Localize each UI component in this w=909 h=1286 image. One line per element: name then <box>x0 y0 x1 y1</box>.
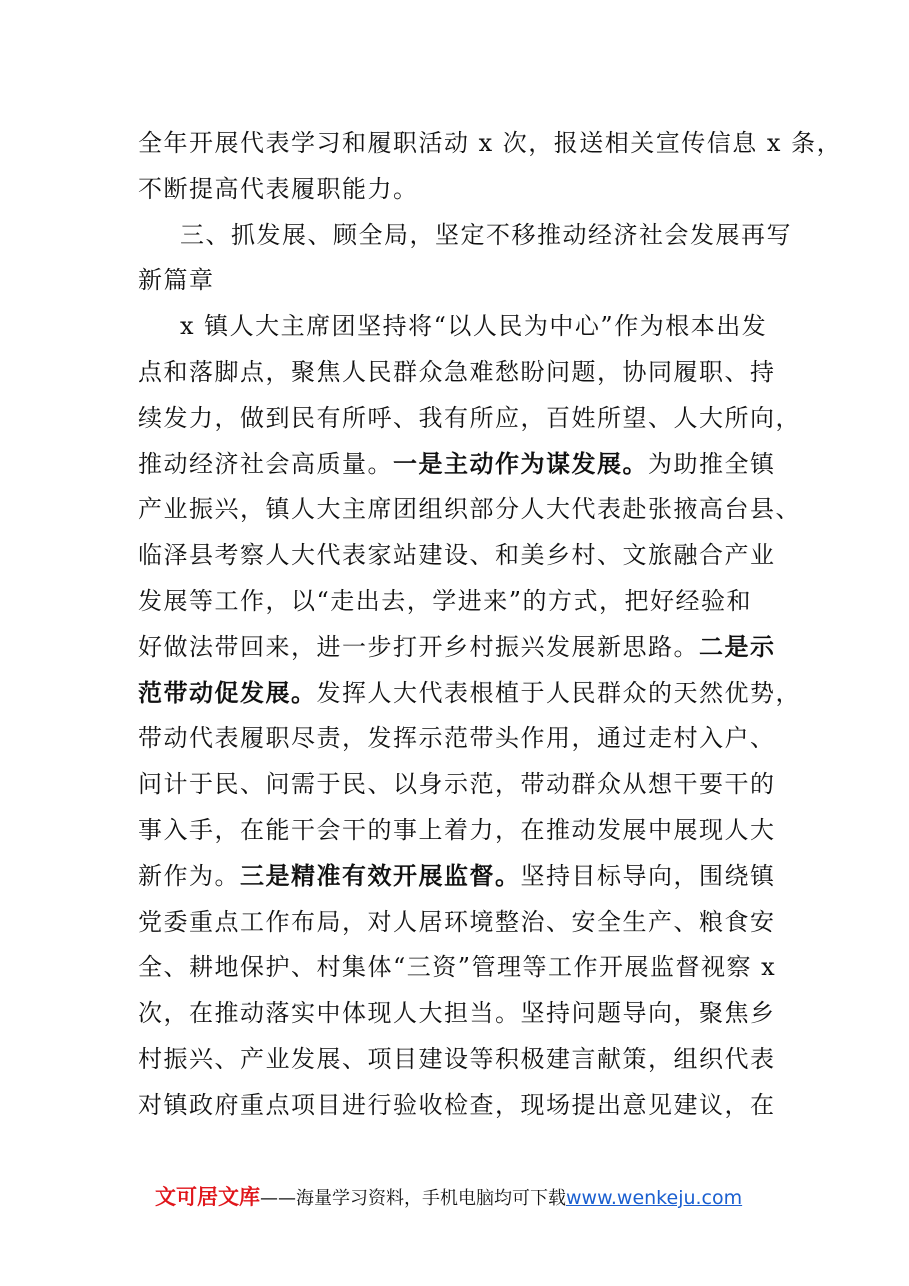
text-segment: 推动经济社会高质量。 <box>138 450 393 478</box>
text-segment: 问计于民、问需于民、以身示范，带动群众从想干要干的 <box>138 770 776 798</box>
text-line <box>138 632 788 662</box>
text-line <box>138 861 788 891</box>
text-line <box>138 815 788 845</box>
text-segment: 带动代表履职尽责，发挥示范带头作用，通过走村入户、 <box>138 724 776 752</box>
footer-url-link[interactable]: www.wenkeju.com <box>566 1187 743 1209</box>
bold-heading-segment: 三是精准有效开展监督。 <box>240 862 521 890</box>
text-line <box>138 174 788 204</box>
text-line <box>138 357 788 387</box>
text-line <box>138 540 788 570</box>
text-line <box>138 769 788 799</box>
text-segment: 续发力，做到民有所呼、我有所应，百姓所望、人大所向， <box>138 404 801 432</box>
text-line <box>138 998 788 1028</box>
text-line <box>138 265 788 295</box>
text-line <box>180 220 792 250</box>
bold-heading-segment: 一是主动作为谋发展。 <box>393 450 648 478</box>
text-line <box>138 952 788 982</box>
text-line <box>138 723 788 753</box>
text-segment: 好做法带回来，进一步打开乡村振兴发展新思路。 <box>138 633 699 661</box>
text-segment: 全年开展代表学习和履职活动 x 次，报送相关宣传信息 x 条， <box>138 129 843 157</box>
text-segment: 为助推全镇 <box>648 450 776 478</box>
text-line <box>138 1090 788 1120</box>
text-line <box>138 449 788 479</box>
text-segment: 产业振兴，镇人大主席团组织部分人大代表赴张掖高台县、 <box>138 495 801 523</box>
text-segment: 发展等工作，以“走出去，学进来”的方式，把好经验和 <box>138 587 753 615</box>
footer-banner <box>155 1180 775 1214</box>
footer-slogan: ——海量学习资料，手机电脑均可下载 <box>260 1188 566 1209</box>
text-line <box>138 907 788 937</box>
text-line <box>138 1044 788 1074</box>
text-segment: 新篇章 <box>138 266 215 294</box>
text-segment: 村振兴、产业发展、项目建设等积极建言献策，组织代表 <box>138 1045 776 1073</box>
bold-heading-segment: 二是示 <box>699 633 776 661</box>
text-line <box>138 128 843 158</box>
text-line <box>138 586 788 616</box>
text-segment: 事入手，在能干会干的事上着力，在推动发展中展现人大 <box>138 816 776 844</box>
text-line <box>180 311 788 341</box>
text-line <box>138 403 801 433</box>
text-segment: 全、耕地保护、村集体“三资”管理等工作开展监督视察 x <box>138 953 777 981</box>
footer-brand: 文可居文库 <box>155 1185 260 1209</box>
text-segment: 对镇政府重点项目进行验收检查，现场提出意见建议，在 <box>138 1091 776 1119</box>
text-segment: 坚持目标导向，围绕镇 <box>520 862 776 890</box>
text-segment: 不断提高代表履职能力。 <box>138 175 419 203</box>
text-segment: 党委重点工作布局，对人居环境整治、安全生产、粮食安 <box>138 908 776 936</box>
text-segment: 三、抓发展、顾全局，坚定不移推动经济社会发展再写 <box>180 221 792 249</box>
bold-heading-segment: 范带动促发展。 <box>138 679 317 707</box>
text-segment: 次，在推动落实中体现人大担当。坚持问题导向，聚焦乡 <box>138 999 776 1027</box>
text-segment: 点和落脚点，聚焦人民群众急难愁盼问题，协同履职、持 <box>138 358 776 386</box>
text-segment: x 镇人大主席团坚持将“以人民为中心”作为根本出发 <box>180 312 768 340</box>
text-segment: 新作为。 <box>138 862 240 890</box>
text-line <box>138 494 801 524</box>
text-segment: 临泽县考察人大代表家站建设、和美乡村、文旅融合产业 <box>138 541 776 569</box>
text-line <box>138 678 801 708</box>
text-segment: 发挥人大代表根植于人民群众的天然优势， <box>316 679 801 707</box>
